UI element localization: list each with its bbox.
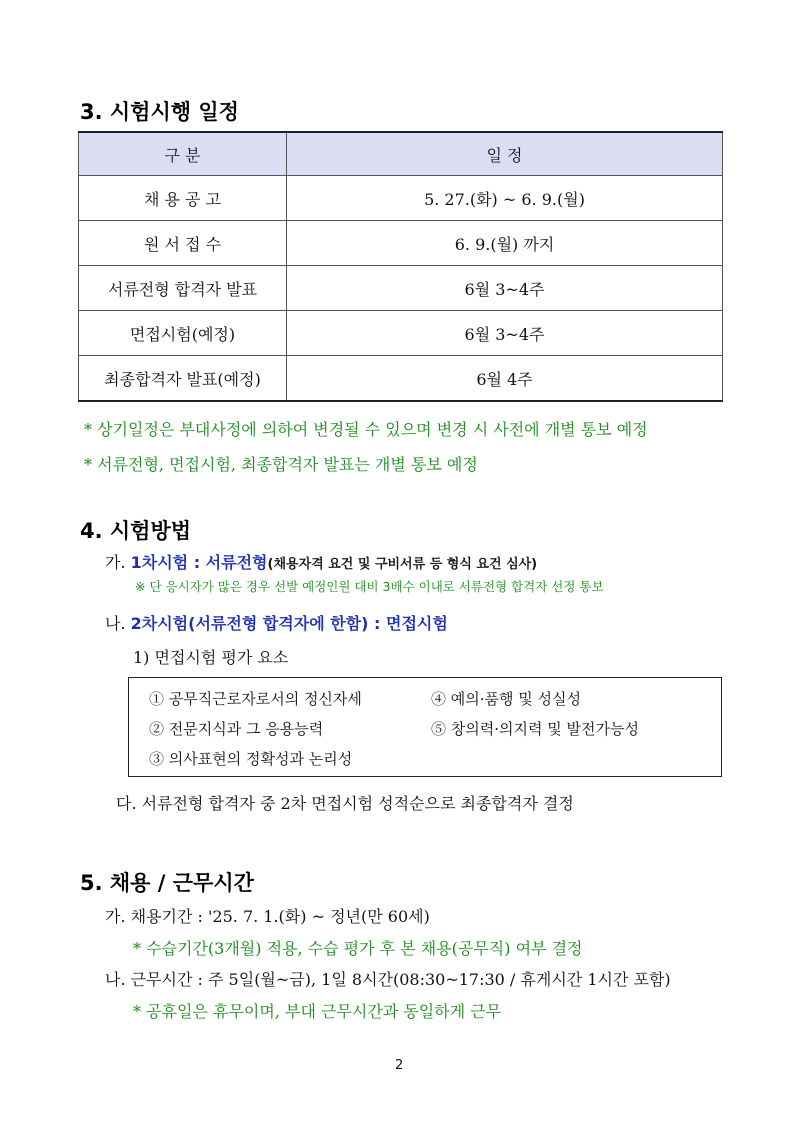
table-cell: 6월 4주 [287,356,723,402]
holiday-note: * 공휴일은 휴무이며, 부대 근무시간과 동일하게 근무 [133,1002,502,1021]
employment-period: 가. 채용기간 : '25. 7. 1.(화) ~ 정년(만 60세) [105,907,430,926]
method-item-ga [105,550,537,573]
element-item: ② 전문지식과 그 응용능력 [149,720,324,738]
table-row [79,356,723,402]
element-item: ④ 예의·품행 및 성실성 [431,690,581,708]
table-cell: 최종합격자 발표(예정) [79,356,287,402]
element-item: ⑤ 창의력·의지력 및 발전가능성 [431,720,639,738]
table-row [79,176,723,221]
element-item: ③ 의사표현의 정확성과 논리성 [149,750,353,768]
table-header-schedule: 일 정 [287,132,723,176]
interview-elements-box [128,677,722,777]
table-cell: 6월 3~4주 [287,311,723,356]
first-exam-label: 1차시험 : 서류전형 [130,553,268,572]
table-cell: 면접시험(예정) [79,311,287,356]
table-cell: 5. 27.(화) ~ 6. 9.(월) [287,176,723,221]
element-item: ① 공무직근로자로서의 정신자세 [149,690,362,708]
item-prefix: 가. [105,553,126,572]
table-row [79,311,723,356]
probation-note: * 수습기간(3개월) 적용, 수습 평가 후 본 채용(공무직) 여부 결정 [133,939,583,958]
table-cell: 원 서 접 수 [79,221,287,266]
final-decision-text: 다. 서류전형 합격자 중 2차 면접시험 성적순으로 최종합격자 결정 [116,794,574,813]
table-header-category: 구 분 [79,132,287,176]
table-cell: 채 용 공 고 [79,176,287,221]
schedule-note-2: * 서류전형, 면접시험, 최종합격자 발표는 개별 통보 예정 [84,455,478,474]
section-3-title: 3. 시험시행 일정 [80,100,239,124]
second-exam-label: 2차시험(서류전형 합격자에 한함) : 면접시험 [130,614,448,633]
schedule-table [78,131,723,402]
table-row [79,221,723,266]
table-cell: 6월 3~4주 [287,266,723,311]
table-row [79,266,723,311]
schedule-note-1: * 상기일정은 부대사정에 의하여 변경될 수 있으며 변경 시 사전에 개별 통보 예정 [84,420,648,439]
first-exam-note: ※ 단 응시자가 많은 경우 선발 예정인원 대비 3배수 이내로 서류전형 합격자 선정 통보 [135,579,604,594]
table-header-row [79,132,723,176]
section-4-title: 4. 시험방법 [80,519,192,543]
table-cell: 6. 9.(월) 까지 [287,221,723,266]
working-hours: 나. 근무시간 : 주 5일(월~금), 1일 8시간(08:30~17:30 / 휴게시간 1시간 포함) [105,970,671,989]
item-prefix: 나. [105,614,126,633]
interview-elements-heading: 1) 면접시험 평가 요소 [133,648,289,667]
method-item-na [105,611,448,634]
section-5-title: 5. 채용 / 근무시간 [80,871,254,895]
first-exam-detail: (채용자격 요건 및 구비서류 등 형식 요건 심사) [267,557,538,572]
page-number: 2 [395,1058,404,1073]
table-cell: 서류전형 합격자 발표 [79,266,287,311]
